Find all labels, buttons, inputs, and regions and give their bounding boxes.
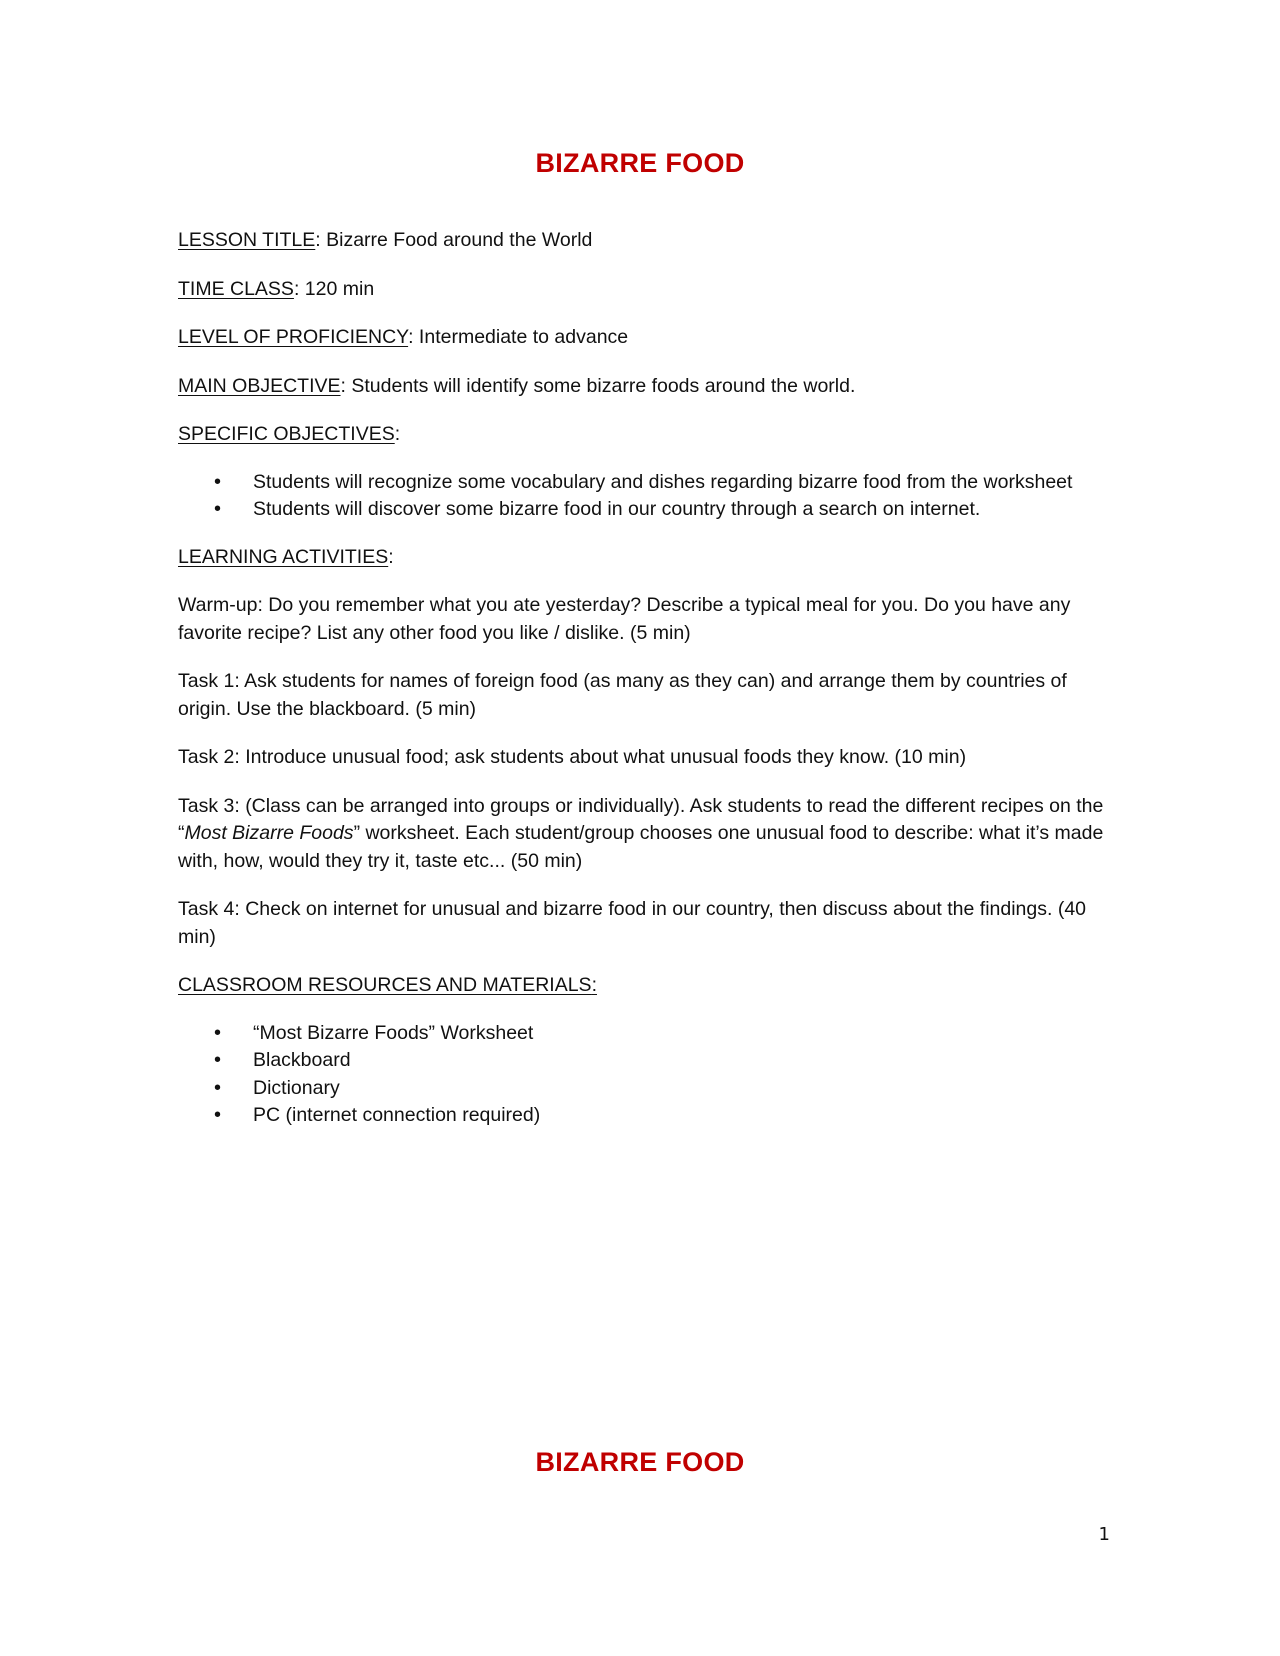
list-item-text: Dictionary — [253, 1076, 340, 1099]
resources-list — [178, 1020, 1108, 1130]
task2-paragraph: Task 2: Introduce unusual food; ask students about what unusual foods they know. (10 min) — [178, 746, 967, 768]
list-item-text: Students will discover some bizarre food in our country through a search on internet. — [253, 498, 981, 520]
list-item-text: Students will recognize some vocabulary and dishes regarding bizarre food from the worksheet — [253, 470, 1073, 493]
time-class-value: : 120 min — [293, 277, 375, 300]
specific-objectives-colon: : — [394, 423, 401, 445]
lesson-title-value: : Bizarre Food around the World — [315, 229, 593, 251]
task3-paragraph — [178, 793, 1108, 876]
lesson-title-line — [178, 227, 1108, 255]
page-number: 1 — [1098, 1524, 1110, 1545]
list-item — [178, 469, 1108, 497]
level-line — [178, 324, 1108, 352]
list-item — [178, 1020, 1108, 1048]
level-label: LEVEL OF PROFICIENCY — [178, 326, 409, 348]
list-item — [178, 496, 1108, 524]
footer-title: BIZARRE FOOD — [535, 1447, 745, 1477]
bullet-icon: • — [214, 498, 222, 520]
list-item — [178, 1102, 1108, 1130]
time-class-line — [178, 276, 1108, 304]
learning-activities-heading — [178, 544, 1108, 572]
resources-heading — [178, 972, 1108, 1000]
specific-objectives-heading — [178, 421, 1108, 449]
bullet-icon: • — [214, 1104, 222, 1126]
warmup-paragraph: Warm-up: Do you remember what you ate yesterday? Describe a typical meal for you. Do you have any favorite recipe? List any other food you like / dislike. (5 min) — [178, 594, 1071, 644]
bullet-icon: • — [214, 1049, 222, 1071]
document-title: BIZARRE FOOD — [535, 148, 745, 178]
list-item-text: “Most Bizarre Foods” Worksheet — [253, 1021, 534, 1044]
task1-paragraph: Task 1: Ask students for names of foreign food (as many as they can) and arrange them by countries of origin. Use the blackboard. (5 min) — [178, 670, 1067, 720]
bullet-icon: • — [214, 1021, 222, 1044]
bullet-icon: • — [214, 1076, 222, 1099]
resources-label: CLASSROOM RESOURCES AND MATERIALS — [178, 974, 592, 996]
learning-activities-colon: : — [388, 545, 394, 568]
main-objective-label: MAIN OBJECTIVE — [178, 374, 341, 397]
level-value: : Intermediate to advance — [408, 326, 629, 348]
lesson-title-label: LESSON TITLE — [178, 229, 316, 251]
list-item-text: Blackboard — [253, 1049, 351, 1071]
task3-worksheet-name: Most Bizarre Foods — [184, 822, 354, 844]
list-item — [178, 1075, 1108, 1103]
time-class-label: TIME CLASS — [178, 277, 294, 300]
list-item — [178, 1047, 1108, 1075]
resources-colon: : — [591, 974, 597, 996]
document-body — [178, 227, 1108, 1150]
main-objective-line — [178, 373, 1108, 401]
main-objective-value: : Students will identify some bizarre foods around the world. — [340, 374, 856, 397]
task3-text-end: ” worksheet. Each student/group chooses one unusual food to describe: what it’s made with, how, would they try it, taste etc... (50 min) — [178, 822, 1104, 872]
task3-text-start: Task 3: (Class can be arranged into groups or individually). Ask students to read the different recipes on the “ — [178, 794, 1104, 844]
specific-objectives-label: SPECIFIC OBJECTIVES — [178, 423, 395, 445]
specific-objectives-list — [178, 469, 1108, 524]
learning-activities-label: LEARNING ACTIVITIES — [178, 545, 389, 568]
bullet-icon: • — [214, 470, 222, 493]
task4-paragraph: Task 4: Check on internet for unusual and bizarre food in our country, then discuss about the findings. (40 min) — [178, 898, 1087, 948]
list-item-text: PC (internet connection required) — [253, 1104, 541, 1126]
